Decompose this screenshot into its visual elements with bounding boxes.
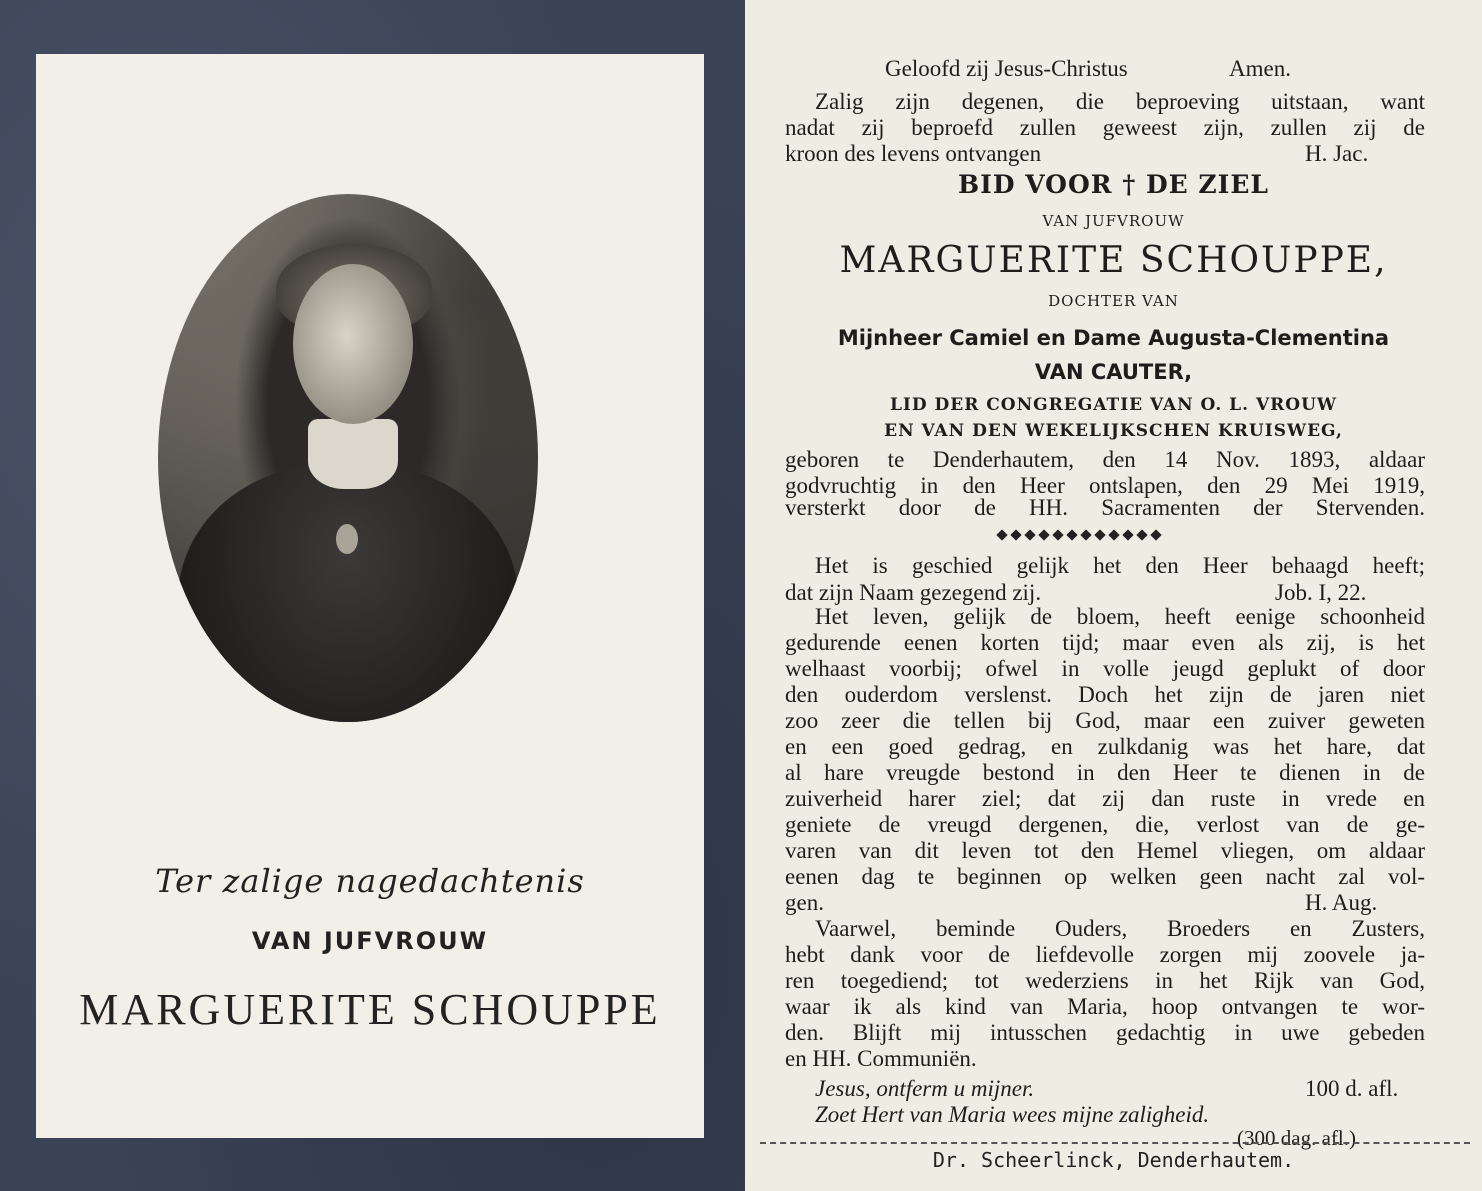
text-line-12: varen van dit leven tot den Hemel vliegen, om aldaar	[785, 838, 1425, 863]
text-line-10: zuiverheid harer ziel; dat zij dan ruste in vrede en	[785, 786, 1425, 811]
right-van-jufvrouw: VAN JUFVROUW	[1042, 212, 1185, 230]
text-line-17: ren toegediend; tot wederziens in het Rijk van God,	[785, 968, 1425, 993]
indulgence-100: 100 d. afl.	[1305, 1076, 1399, 1101]
prayer-line-2: Zoet Hert van Maria wees mijne zaligheid.	[815, 1102, 1210, 1127]
text-line-9: al hare vreugde bestond in den Heer te dienen in de	[785, 760, 1425, 785]
text-line-14: gen.	[785, 890, 824, 915]
left-deceased-name: MARGUERITE SCHOUPPE	[79, 985, 661, 1034]
death-line: godvruchtig in den Heer ontslapen, den 29 Mei 1919,	[785, 473, 1425, 498]
bid-voor-heading: BID VOOR † DE ZIEL	[958, 170, 1269, 199]
greeting-amen: Amen.	[1229, 56, 1291, 81]
text-line-8: en een goed gedrag, en zulkdanig was het hare, dat	[785, 734, 1425, 759]
footer-divider	[760, 1142, 1470, 1144]
verse-ref-jac: H. Jac.	[1305, 141, 1369, 166]
birth-line: geboren te Denderhautem, den 14 Nov. 1893, aldaar	[785, 447, 1425, 472]
verse-line-1: Zalig zijn degenen, die beproeving uitstaan, want	[815, 89, 1425, 114]
text-line-20: en HH. Communiën.	[785, 1046, 977, 1071]
text-line-11: geniete de vreugd dergenen, die, verlost van de ge-	[785, 812, 1425, 837]
text-line-16: hebt dank voor de liefdevolle zorgen mij zoovele ja-	[785, 942, 1425, 967]
verse-ref-job: Job. I, 22.	[1275, 580, 1367, 605]
right-card-text	[745, 0, 1482, 1191]
text-line-6: den ouderdom verslenst. Doch het zijn de jaren niet	[785, 682, 1425, 707]
prayer-line-1: Jesus, ontferm u mijner.	[815, 1076, 1035, 1101]
greeting-line: Geloofd zij Jesus-Christus	[885, 56, 1128, 81]
congregation-line-2: EN VAN DEN WEKELIJKSCHEN KRUISWEG,	[884, 421, 1343, 441]
parents-line: Mijnheer Camiel en Dame Augusta-Clementina	[837, 326, 1390, 350]
indulgence-300: (300 dag. afl.)	[1237, 1126, 1356, 1150]
deceased-name: MARGUERITE SCHOUPPE,	[839, 240, 1388, 281]
text-line-13: eenen dag te beginnen op welken geen nacht zal vol-	[785, 864, 1425, 889]
text-line-15: Vaarwel, beminde Ouders, Broeders en Zusters,	[815, 916, 1425, 941]
left-card-panel	[36, 54, 704, 1138]
dochter-van: DOCHTER VAN	[1048, 292, 1179, 310]
verse-ref-aug: H. Aug.	[1305, 890, 1378, 915]
dedication-text: Ter zalige nagedachtenis	[155, 862, 585, 900]
left-van-jufvrouw: VAN JUFVROUW	[251, 927, 489, 955]
parents-surname: VAN CAUTER,	[1034, 360, 1193, 384]
text-line-18: waar ik als kind van Maria, hoop ontvangen te wor-	[785, 994, 1425, 1019]
text-line-7: zoo zeer die tellen bij God, maar een zuiver geweten	[785, 708, 1425, 733]
sacraments-line: versterkt door de HH. Sacramenten der Stervenden.	[785, 495, 1425, 520]
text-line-3: Het leven, gelijk de bloem, heeft eenige schoonheid	[815, 604, 1425, 629]
verse-line-3: kroon des levens ontvangen	[785, 141, 1042, 166]
verse-line-2: nadat zij beproefd zullen geweest zijn, zullen zij de	[785, 115, 1425, 140]
printer-credit: Dr. Scheerlinck, Denderhautem.	[932, 1148, 1295, 1172]
text-line-4: gedurende eenen korten tijd; maar even als zij, is het	[785, 630, 1425, 655]
text-line-5: welhaast voorbij; ofwel in volle jeugd geplukt of door	[785, 656, 1425, 681]
text-line-1: Het is geschied gelijk het den Heer behaagd heeft;	[815, 553, 1425, 578]
text-line-19: den. Blijft mij intusschen gedachtig in uwe gebeden	[785, 1020, 1425, 1045]
text-line-2: dat zijn Naam gezegend zij.	[785, 580, 1042, 605]
congregation-line-1: LID DER CONGREGATIE VAN O. L. VROUW	[889, 395, 1338, 415]
ornament-divider	[995, 524, 1230, 536]
portrait-photo	[158, 194, 538, 722]
